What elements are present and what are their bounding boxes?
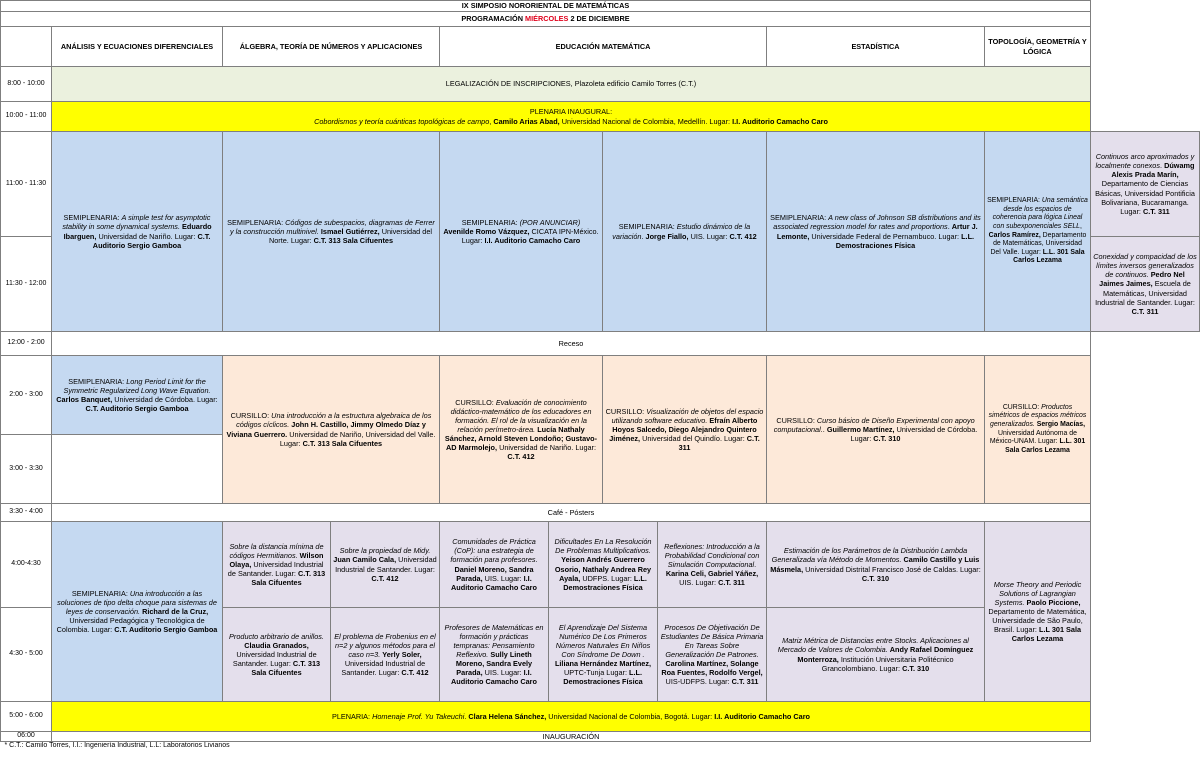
talk-cell: SEMIPLENARIA: Códigos de subespacios, diagramas de Ferrer y la construcción multinivel. Ismael Gutiérrez, Universidad del Norte. Lugar: C.T. 313 Sala Cifuentes	[223, 132, 440, 332]
talk-cell: SEMIPLENARIA: Una semántica desde los espacios de coherencia para lógica Lineal con subexponenciales SELL, Carlos Ramírez, Departamento de Matemáticas, Universidad Del Valle. Lugar: L.L. 301 Sala Carlos Lezama	[985, 132, 1091, 332]
time-slot: 3:30 - 4:00	[1, 504, 52, 522]
col-header-topologia: TOPOLOGÍA, GEOMETRÍA Y LÓGICA	[985, 27, 1091, 67]
col-header-analisis: ANÁLISIS Y ECUACIONES DIFERENCIALES	[52, 27, 223, 67]
talk-cell: SEMIPLENARIA: Estudio dinámico de la variación. Jorge Fiallo, UIS. Lugar: C.T. 412	[603, 132, 767, 332]
talk-cell: CURSILLO: Visualización de objetos del espacio utilizando software educativo. Efraín Alberto Hoyos Salcedo, Diego Alejandro Quintero Jiménez, Universidad del Quindío. Lugar: C.T. 311	[603, 356, 767, 504]
talk-cell: Procesos De Objetivación De Estudiantes De Básica Primaria En Tareas Sobre Generalización De Patrones. Carolina Martínez, Solange Roa Fuentes, Rodolfo Vergel, UIS-UDFPS. Lugar: C.T. 311	[658, 608, 767, 702]
time-slot: 8:00 - 10:00	[1, 67, 52, 102]
talk-cell: El Aprendizaje Del Sistema Numérico De Los Primeros Números Naturales En Niños Con Síndrome De Down . Liliana Hernández Martínez, UPTC-Tunja Lugar: L.L. Demostraciones Física	[549, 608, 658, 702]
footnote: * C.T.: Camilo Torres, I.I.: Ingeniería Industrial, L.L: Laboratorios Livianos	[4, 742, 230, 750]
talk-cell: SEMIPLENARIA: Una introducción a las soluciones de tipo delta choque para sistemas de leyes de conservación. Richard de la Cruz, Universidad Pedagógica y Tecnológica de Colombia. Lugar: C.T. Auditorio Sergio Gamboa	[52, 522, 223, 702]
talk-cell: Morse Theory and Periodic Solutions of Lagrangian Systems. Paolo Piccione, Departamento de Matemática, Universidade de São Paulo, Brasil. Lugar: L.L 301 Sala Carlos Lezama	[985, 522, 1091, 702]
talk-cell: CURSILLO: Una introducción a la estructura algebraica de los códigos cíclicos. John H. Castillo, Jimmy Olmedo Díaz y Viviana Guerrero. Universidad de Nariño, Universidad del Valle. Lugar: C.T. 313 Sala Cifuentes	[223, 356, 440, 504]
talk-cell: Conexidad y compacidad de los límites inversos generalizados de continuos. Pedro Nel Jaimes Jaimes, Escuela de Matemáticas, Universidad Industrial de Santander. Lugar: C.T. 311	[1091, 237, 1200, 332]
day-label: MIÉRCOLES	[525, 14, 569, 24]
talk-cell: Producto arbitrario de anillos. Claudia Granados, Universidad Industrial de Santander. Lugar: C.T. 313 Sala Cifuentes	[223, 608, 331, 702]
talk-cell: El problema de Frobenius en el n=2 y algunos métodos para el caso n=3. Yerly Soler, Universidad Industrial de Santander. Lugar: C.T. 412	[331, 608, 440, 702]
time-slot: 4:30 - 5:00	[1, 608, 52, 702]
talk-cell: Sobre la propiedad de Midy. Juan Camilo Cala, Universidad Industrial de Santander. Lugar: C.T. 412	[331, 522, 440, 608]
plenaria-cell: PLENARIA: Homenaje Prof. Yu Takeuchi. Clara Helena Sánchez, Universidad Nacional de Colombia, Bogotá. Lugar: I.I. Auditorio Camacho Caro	[52, 702, 1091, 732]
receso-cell: Receso	[52, 332, 1091, 356]
talk-cell: SEMIPLENARIA: (POR ANUNCIAR) Avenilde Romo Vázquez, CICATA IPN-México. Lugar: I.I. Auditorio Camacho Caro	[440, 132, 603, 332]
time-slot: 10:00 - 11:00	[1, 102, 52, 132]
talk-cell: SEMIPLENARIA: A simple test for asymptotic stability in some dynamical systems. Eduardo Ibarguen, Universidad de Nariño. Lugar: C.T. Auditorio Sergio Gamboa	[52, 132, 223, 332]
talk-cell: SEMIPLENARIA: Long Period Limit for the Symmetric Regularized Long Wave Equation. Carlos Banquet, Universidad de Córdoba. Lugar: C.T. Auditorio Sergio Gamboa	[52, 356, 223, 435]
talk-cell: Profesores de Matemáticas en formación y prácticas tempranas: Pensamiento Reflexivo. Sully Lineth Moreno, Sandra Evely Parada, UIS. Lugar: I.I. Auditorio Camacho Caro	[440, 608, 549, 702]
col-header-estadistica: ESTADÍSTICA	[767, 27, 985, 67]
time-slot: 4:00-4:30	[1, 522, 52, 608]
program-title: PROGRAMACIÓN MIÉRCOLES 2 DE DICIEMBRE	[1, 12, 1091, 27]
time-slot: 06:00	[1, 732, 52, 742]
empty-cell	[52, 435, 223, 504]
talk-cell: CURSILLO: Productos simétricos de espacios métricos generalizados. Sergio Macías, Universidad Autónoma de México-UNAM. Lugar: L.L. 301 Sala Carlos Lezama	[985, 356, 1091, 504]
legalizacion-cell: LEGALIZACIÓN DE INSCRIPCIONES, Plazoleta edificio Camilo Torres (C.T.)	[52, 67, 1091, 102]
col-header-algebra: ÁLGEBRA, TEORÍA DE NÚMEROS Y APLICACIONES	[223, 27, 440, 67]
time-slot: 11:00 - 11:30	[1, 132, 52, 237]
talk-cell: Comunidades de Práctica (CoP): una estrategia de formación para profesores. Daniel Moreno, Sandra Parada, UIS. Lugar: I.I. Auditorio Camacho Caro	[440, 522, 549, 608]
time-slot: 12:00 - 2:00	[1, 332, 52, 356]
talk-cell: CURSILLO: Evaluación de conocimiento didáctico-matemático de los educadores en formación. El rol de la visualización en la relación perímetro-área. Lucía Nathaly Sánchez, Arnold Steven Londoño; Gustavo-AD Marmolejo, Universidad de Nariño. Lugar: C.T. 412	[440, 356, 603, 504]
inauguracion-cell: INAUGURACIÓN	[52, 732, 1091, 742]
col-header-educacion: EDUCACIÓN MATEMÁTICA	[440, 27, 767, 67]
talk-cell: Continuos arco aproximados y localmente conexos. Dúwamg Alexis Prada Marín, Departamento de Ciencias Básicas, Universidad Pontificia Bolivariana, Bucaramanga. Lugar: C.T. 311	[1091, 132, 1200, 237]
time-slot: 3:00 - 3:30	[1, 435, 52, 504]
cafe-cell: Café - Pósters	[52, 504, 1091, 522]
talk-cell: SEMIPLENARIA: A new class of Johnson SB distributions and its associated regression model for rates and proportions. Artur J. Lemonte, Universidade Federal de Pernambuco. Lugar: L.L. Demostraciones Física	[767, 132, 985, 332]
talk-cell: Dificultades En La Resolución De Problemas Multiplicativos. Yeison Andrés Guerrero Osorio, Nathaly Andrea Rey Ayala, UDFPS. Lugar: L.L. Demostraciones Física	[549, 522, 658, 608]
talk-cell: Matriz Métrica de Distancias entre Stocks. Aplicaciones al Mercado de Valores de Colombia. Andy Rafael Domínguez Monterroza, Institución Universitaria Politécnico Grancolombiano. Lugar: C.T. 310	[767, 608, 985, 702]
time-slot: 5:00 - 6:00	[1, 702, 52, 732]
talk-cell: Sobre la distancia mínima de códigos Hermitianos. Wilson Olaya, Universidad Industrial de Santander. Lugar: C.T. 313 Sala Cifuentes	[223, 522, 331, 608]
talk-cell: CURSILLO: Curso básico de Diseño Experimental con apoyo computacional.. Guillermo Martínez, Universidad de Córdoba. Lugar: C.T. 310	[767, 356, 985, 504]
talk-cell: Estimación de los Parámetros de la Distribución Lambda Generalizada vía Método de Momentos. Camilo Castillo y Luis Másmela, Universidad Distrital Francisco José de Caldas. Lugar: C.T. 310	[767, 522, 985, 608]
corner-cell	[1, 27, 52, 67]
talk-cell: Reflexiones: Introducción a la Probabilidad Condicional con Simulación Computacional. Karina Celi, Gabriel Yáñez, UIS. Lugar: C.T. 311	[658, 522, 767, 608]
time-slot: 11:30 - 12:00	[1, 237, 52, 332]
time-slot: 2:00 - 3:00	[1, 356, 52, 435]
symposium-title: IX SIMPOSIO NORORIENTAL DE MATEMÁTICAS	[1, 1, 1091, 12]
plenaria-inaugural: PLENARIA INAUGURAL: Cobordismos y teoría cuánticas topológicas de campo, Camilo Arias Abad, Universidad Nacional de Colombia, Medellín. Lugar: I.I. Auditorio Camacho Caro	[52, 102, 1091, 132]
